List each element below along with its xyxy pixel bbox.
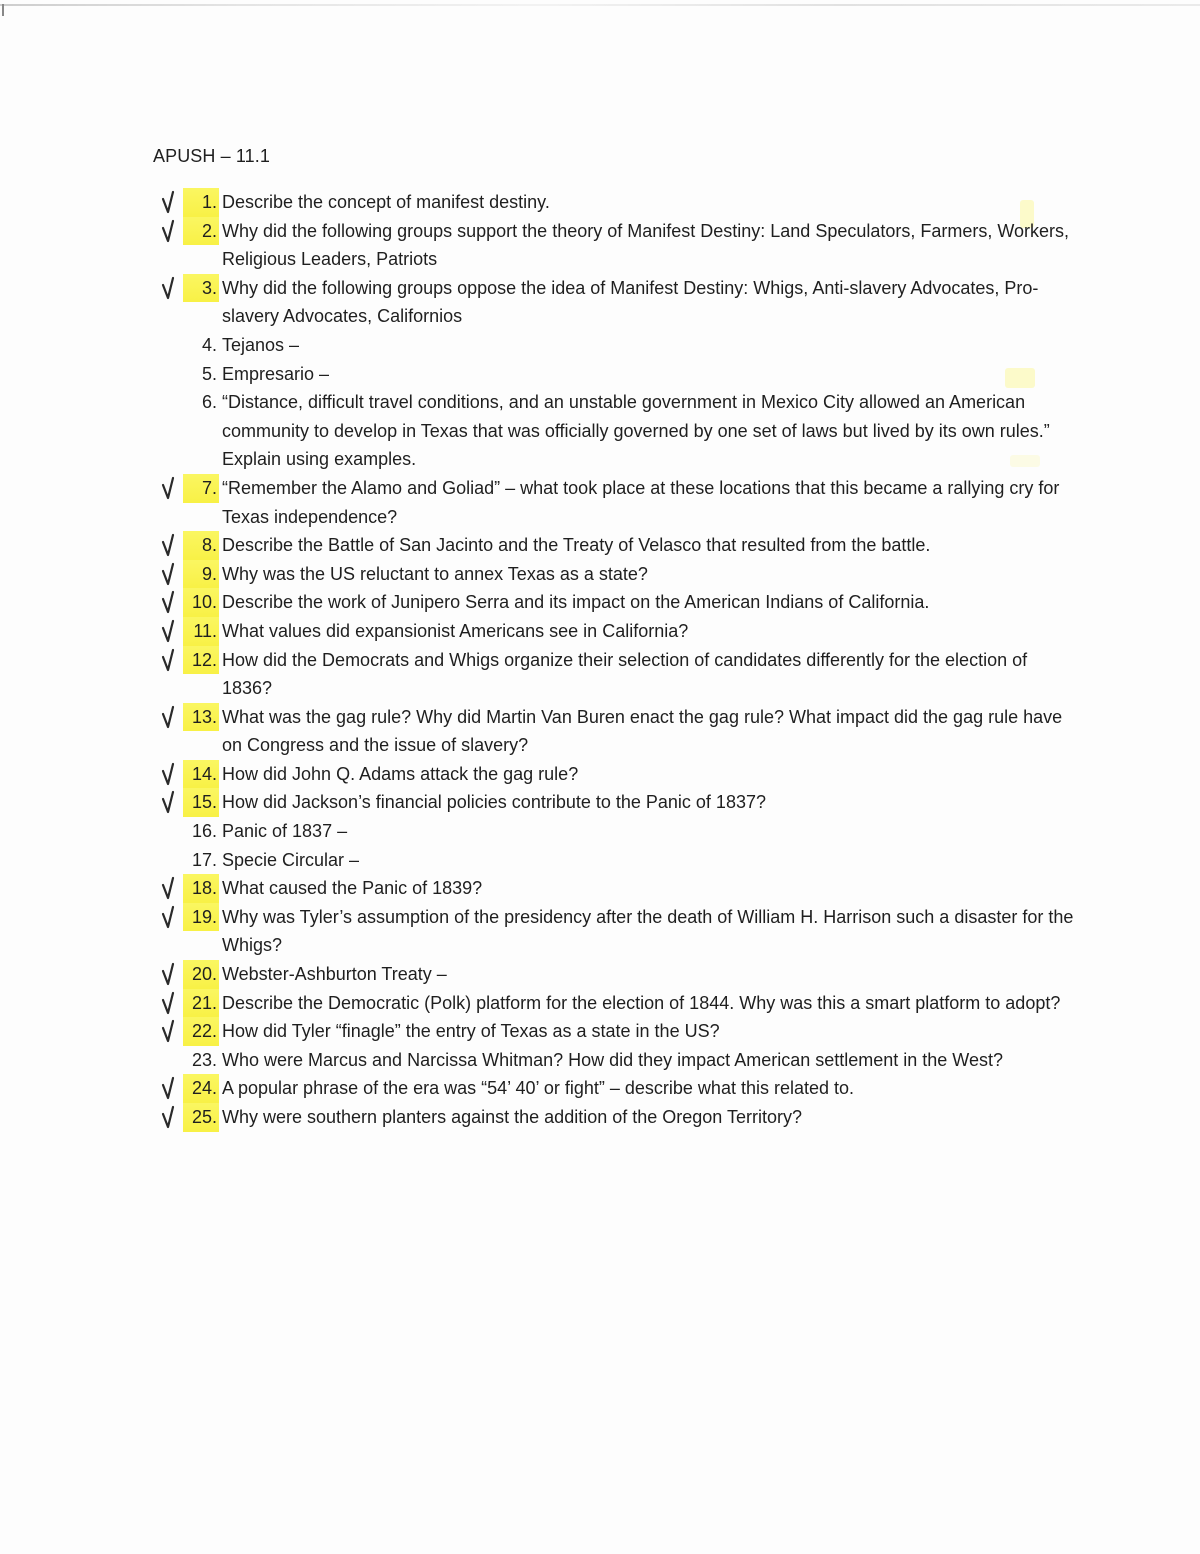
question-item <box>0 903 1200 960</box>
question-list <box>0 188 1200 1132</box>
question-text: Empresario – <box>222 363 330 384</box>
question-item <box>0 989 1200 1018</box>
question-item <box>0 703 1200 760</box>
question-item <box>0 188 1200 217</box>
handwritten-check-icon <box>160 590 182 616</box>
question-text: What values did expansionist Americans see in California? <box>222 620 689 641</box>
question-text: Describe the work of Junipero Serra and its impact on the American Indians of California. <box>222 592 930 613</box>
question-number: 23. <box>191 1049 217 1070</box>
question-text: A popular phrase of the era was “54’ 40’ or fight” – describe what this related to. <box>222 1078 855 1099</box>
question-number: 17. <box>191 849 217 870</box>
question-text: How did the Democrats and Whigs organize their selection of candidates differently for the election of 1836? <box>222 649 1028 699</box>
handwritten-check-icon <box>160 991 182 1017</box>
question-text: “Distance, difficult travel conditions, and an unstable government in Mexico City allowed an American community to develop in Texas that was officially governed by one set of laws but lived by its own rules.” Explain using examples. <box>222 392 1050 470</box>
question-text: How did Jackson’s financial policies contribute to the Panic of 1837? <box>222 792 766 813</box>
handwritten-check-icon <box>160 876 182 902</box>
question-number: 5. <box>201 363 217 384</box>
question-number: 9. <box>183 560 219 589</box>
question-number: 13. <box>183 703 219 732</box>
handwritten-check-icon <box>160 762 182 788</box>
handwritten-check-icon <box>160 962 182 988</box>
question-item <box>0 531 1200 560</box>
handwritten-check-icon <box>160 276 182 302</box>
handwritten-check-icon <box>160 219 182 245</box>
question-text: Why were southern planters against the addition of the Oregon Territory? <box>222 1107 802 1127</box>
question-item <box>0 817 1200 846</box>
question-text: Why did the following groups oppose the idea of Manifest Destiny: Whigs, Anti-slavery Advocates, Pro-slavery Advocates, Californios <box>222 277 1039 327</box>
handwritten-check-icon <box>160 705 182 731</box>
question-text: How did John Q. Adams attack the gag rule? <box>222 763 579 784</box>
question-number: 6. <box>201 392 217 413</box>
question-number: 2. <box>183 217 219 246</box>
question-item <box>0 960 1200 989</box>
question-number: 7. <box>183 474 219 503</box>
question-item <box>0 617 1200 646</box>
question-item <box>0 846 1200 875</box>
question-text: Describe the Battle of San Jacinto and the Treaty of Velasco that resulted from the battle. <box>222 535 931 556</box>
question-item <box>0 360 1200 389</box>
question-item <box>0 874 1200 903</box>
question-item <box>0 588 1200 617</box>
question-number: 8. <box>183 531 219 560</box>
scan-corner-mark <box>2 4 4 16</box>
question-text: Why did the following groups support the theory of Manifest Destiny: Land Speculators, Farmers, Workers, Religious Leaders, Patriots <box>222 220 1070 270</box>
question-number: 25. <box>183 1103 219 1132</box>
question-number: 21. <box>183 989 219 1018</box>
question-number: 10. <box>183 588 219 617</box>
question-text: What caused the Panic of 1839? <box>222 878 483 899</box>
question-number: 4. <box>201 334 217 355</box>
question-text: Why was the US reluctant to annex Texas as a state? <box>222 563 648 584</box>
question-text: Tejanos – <box>222 334 300 355</box>
question-text: Panic of 1837 – <box>222 821 348 842</box>
handwritten-check-icon <box>160 1076 182 1102</box>
handwritten-check-icon <box>160 1019 182 1045</box>
handwritten-check-icon <box>160 190 182 216</box>
handwritten-check-icon <box>160 533 182 559</box>
question-number: 11. <box>183 617 219 646</box>
handwritten-check-icon <box>160 905 182 931</box>
question-number: 19. <box>183 903 219 932</box>
question-text: Why was Tyler’s assumption of the presidency after the death of William H. Harrison such a disaster for the Whigs? <box>222 906 1074 956</box>
scan-edge <box>0 4 1200 6</box>
question-item <box>0 217 1200 274</box>
page-title: APUSH – 11.1 <box>153 146 270 166</box>
question-item <box>0 1074 1200 1103</box>
question-item <box>0 760 1200 789</box>
question-text: How did Tyler “finagle” the entry of Texas as a state in the US? <box>222 1021 720 1042</box>
question-number: 22. <box>183 1017 219 1046</box>
question-text: What was the gag rule? Why did Martin Van Buren enact the gag rule? What impact did the gag rule have on Congress and the issue of slavery? <box>222 706 1063 756</box>
handwritten-check-icon <box>160 790 182 816</box>
question-item <box>0 560 1200 589</box>
question-item <box>0 388 1200 474</box>
question-number: 24. <box>183 1074 219 1103</box>
question-number: 3. <box>183 274 219 303</box>
question-number: 20. <box>183 960 219 989</box>
handwritten-check-icon <box>160 1105 182 1131</box>
question-number: 18. <box>183 874 219 903</box>
question-number: 1. <box>183 188 219 217</box>
question-item <box>0 331 1200 360</box>
question-item <box>0 1017 1200 1046</box>
question-text: Specie Circular – <box>222 849 360 870</box>
question-text: Describe the concept of manifest destiny. <box>222 192 550 212</box>
handwritten-check-icon <box>160 562 182 588</box>
question-text: Describe the Democratic (Polk) platform for the election of 1844. Why was this a smart platform to adopt? <box>222 992 1061 1013</box>
question-item <box>0 474 1200 531</box>
question-number: 14. <box>183 760 219 789</box>
question-text: “Remember the Alamo and Goliad” – what took place at these locations that this became a rallying cry for Texas independence? <box>222 477 1060 527</box>
question-item <box>0 1046 1200 1075</box>
question-item <box>0 1103 1200 1132</box>
handwritten-check-icon <box>160 619 182 645</box>
question-number: 15. <box>183 788 219 817</box>
question-item <box>0 646 1200 703</box>
question-text: Webster-Ashburton Treaty – <box>222 964 447 985</box>
handwritten-check-icon <box>160 648 182 674</box>
question-item <box>0 788 1200 817</box>
question-item <box>0 274 1200 331</box>
question-number: 12. <box>183 646 219 675</box>
question-text: Who were Marcus and Narcissa Whitman? How did they impact American settlement in the West? <box>222 1049 1003 1070</box>
question-number: 16. <box>191 821 217 842</box>
handwritten-check-icon <box>160 476 182 502</box>
